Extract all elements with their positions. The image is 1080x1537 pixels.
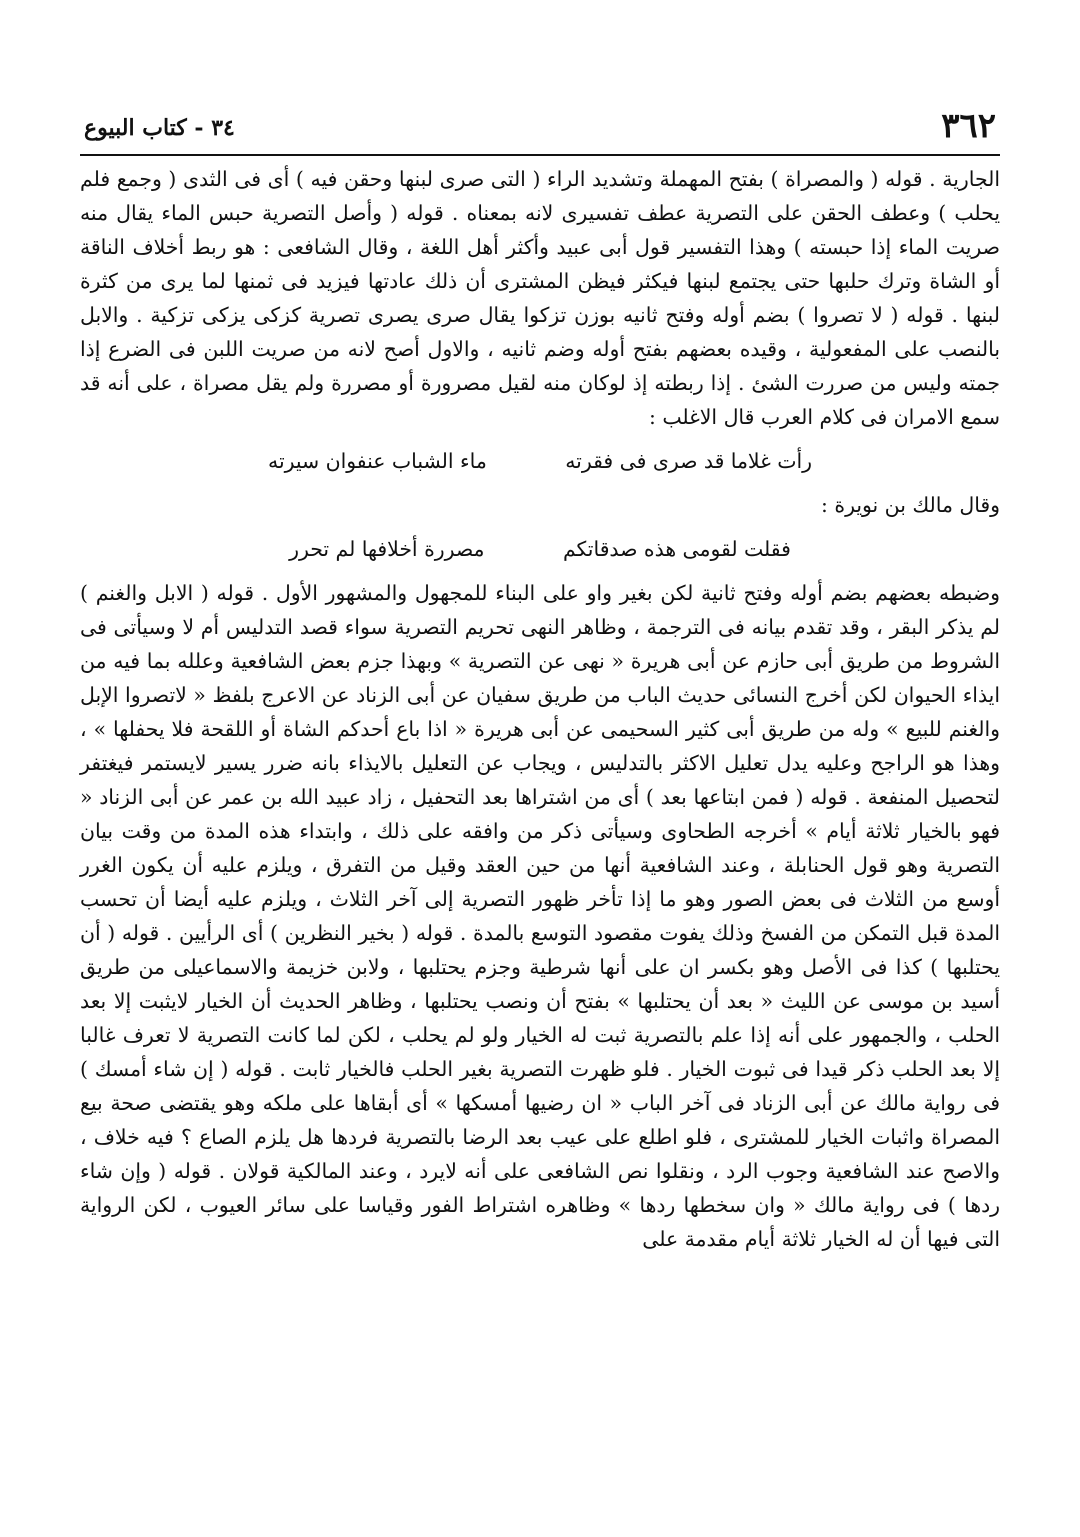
verse-2-attribution: وقال مالك بن نويرة : [821, 493, 1000, 517]
body-text [80, 162, 1000, 1256]
document-page [80, 100, 1000, 1510]
verse-1 [80, 434, 1000, 488]
verse-2-first-hemistich: فقلت لقومى هذه صدقاتكم [562, 537, 791, 561]
verse-2 [80, 522, 1000, 576]
paragraph-2: وضبطه بعضهم بضم أوله وفتح ثانية لكن بغير واو على البناء للمجهول والمشهور الأول . قوله ( الابل والغنم ) لم يذكر البقر ، وقد تقدم بيانه فى الترجمة ، وظاهر النهى تحريم التصرية سواء قصد التدليس أم لا وسيأتى فى الشروط من طريق أبى حازم عن أبى هريرة « نهى عن التصرية » وبهذا جزم بعض الشافعية وعلله بما فيه من ايذاء الحيوان لكن أخرج النسائى حديث الباب من طريق سفيان عن أبى الزناد عن الاعرج بلفظ « لاتصروا الإبل والغنم للبيع » وله من طريق أبى كثير السحيمى عن أبى هريرة « اذا باع أحدكم الشاة أو اللقحة فلا يحفلها » ، وهذا هو الراجح وعليه يدل تعليل الاكثر بالتدليس ، ويجاب عن التعليل بالايذاء بانه ضرر يسير لايستمر فيغتفر لتحصيل المنفعة . قوله ( فمن ابتاعها بعد ) أى من اشتراها بعد التحفيل ، زاد عبيد الله بن عمر عن أبى الزناد « فهو بالخيار ثلاثة أيام » أخرجه الطحاوى وسيأتى ذكر من وافقه على ذلك ، وابتداء هذه المدة من وقت بيان التصرية وهو قول الحنابلة ، وعند الشافعية أنها من حين العقد وقيل من التفرق ، ويلزم عليه أن يكون الغرر أوسع من الثلاث فى بعض الصور وهو ما إذا تأخر ظهور التصرية إلى آخر الثلاث ، ويلزم عليه أيضا أن تحسب المدة قبل التمكن من الفسخ وذلك يفوت مقصود التوسع بالمدة . قوله ( بخير النظرين ) أى الرأيين . قوله ( أن يحتلبها ) كذا فى الأصل وهو بكسر ان على أنها شرطية وجزم يحتلبها ، ولابن خزيمة والاسماعيلى من طريق أسيد بن موسى عن الليث « بعد أن يحتلبها » بفتح أن ونصب يحتلبها ، وظاهر الحديث أن الخيار لايثبت إلا بعد الحلب ، والجمهور على أنه إذا علم بالتصرية ثبت له الخيار ولو لم يحلب ، لكن لما كانت التصرية لا تعرف غالبا إلا بعد الحلب ذكر قيدا فى ثبوت الخيار . فلو ظهرت التصرية بغير الحلب فالخيار ثابت . قوله ( إن شاء أمسك ) فى رواية مالك عن أبى الزناد فى آخر الباب « ان رضيها أمسكها » أى أبقاها على ملكه وهو يقتضى صحة بيع المصراة واثبات الخيار للمشترى ، فلو اطلع على عيب بعد الرضا بالتصرية فردها هل يلزم الصاع ؟ فيه خلاف ، والاصح عند الشافعية وجوب الرد ، ونقلوا نص الشافعى على أنه لايرد ، وعند المالكية قولان . قوله ( وإن شاء ردها ) فى رواية مالك « وان سخطها ردها » وظاهره اشتراط الفور وقياسا على سائر العيوب ، لكن الرواية التى فيها أن له الخيار ثلاثة أيام مقدمة على [80, 581, 1000, 1251]
verse-2-second-hemistich: مصررة أخلافها لم تحرر [289, 537, 485, 561]
paragraph-1: الجارية . قوله ( والمصراة ) بفتح المهملة وتشديد الراء ( التى صرى لبنها وحقن فيه ) أى فى الثدى ( وجمع فلم يحلب ) وعطف الحقن على التصرية عطف تفسيرى لانه بمعناه . قوله ( وأصل التصرية حبس الماء يقال منه صريت الماء إذا حبسته ) وهذا التفسير قول أبى عبيد وأكثر أهل اللغة ، وقال الشافعى : هو ربط أخلاف الناقة أو الشاة وترك حلبها حتى يجتمع لبنها فيكثر فيظن المشترى أن ذلك عادتها فيزيد فى ثمنها لما يرى من كثرة لبنها . قوله ( لا تصروا ) بضم أوله وفتح ثانيه بوزن تزكوا يقال صرى يصرى تصرية كزكى يزكى تزكية . والابل بالنصب على المفعولية ، وقيده بعضهم بفتح أوله وضم ثانيه ، والاول أصح لانه من صريت اللبن فى الضرع إذا جمته وليس من صررت الشئ . إذا ربطته إذ لوكان منه لقيل مصرورة أو مصررة ولم يقل مصراة ، على أنه قد سمع الامران فى كلام العرب قال الاغلب : [80, 167, 1000, 429]
verse-1-second-hemistich: ماء الشباب عنفوان سيرته [268, 449, 487, 473]
book-title: ٣٤ - كتاب البيوع [84, 115, 235, 141]
page-number: ٣٦٢ [941, 106, 996, 146]
verse-1-first-hemistich: رأت غلاما قد صرى فى فقرته [565, 449, 812, 473]
running-header [80, 100, 1000, 156]
